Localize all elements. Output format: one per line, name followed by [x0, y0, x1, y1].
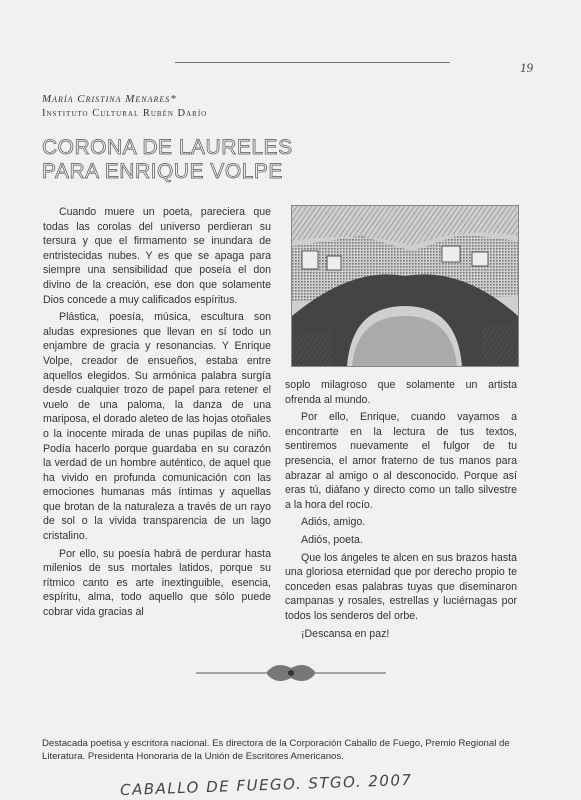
article-title — [42, 136, 293, 184]
author-institution: Instituto Cultural Rubén Darío — [42, 108, 208, 119]
title-line-1: CORONA DE LAURELES — [42, 136, 293, 159]
ornament-divider-icon — [196, 658, 386, 688]
paragraph: Plástica, poesía, música, escultura son aludas expresiones que llevan en sí todo un enjambre de gracia y resonancias. Y Enrique Volpe, creador de ensueños, estaba entre aquellos elegidos. Su armónica palabra surgía desde cualquier trozo de papel para retener el vuelo de una paloma, la danza de una mariposa, el dorado aleteo de las hojas otoñales o la inocente mirada de unas pupilas de niño. Podía hacerlo porque guardaba en su corazón la verdad de un hombre auténtico, de aquel que ha vivido en profunda comunicación con las emociones humanas más íntimas y aquellas que brotan de la naturaleza a través de un rayo de sol o la vivida transparencia de un lago cristalino. — [43, 311, 271, 543]
footnote: Destacada poetisa y escritora nacional. Es directora de la Corporación Caballo de Fuego, Premio Regional de Literatura. Presidenta Honoraria de la Unión de Escritores Americanos. — [42, 738, 510, 762]
paragraph: Cuando muere un poeta, pareciera que todas las corolas del universo perdieran su tersura y que el firmamento se inundara de entristecidas nubes. Y es que se apaga para siempre una sensibilidad que poseía el don divino de la creación, ese don que solamente Dios concede a muy calificados espíritus. — [43, 206, 271, 306]
title-line-2: PARA ENRIQUE VOLPE — [42, 160, 283, 183]
farewell-line: Adiós, poeta. — [301, 533, 363, 546]
farewell-line: Adiós, amigo. — [301, 516, 366, 529]
paragraph: soplo milagroso que solamente un artista ofrenda al mundo. — [285, 379, 517, 406]
left-column — [43, 205, 271, 620]
closing-line: ¡Descansa en paz! — [301, 627, 390, 640]
page-number: 19 — [520, 60, 533, 75]
top-rule — [175, 62, 450, 63]
right-column — [285, 378, 517, 641]
paragraph: Por ello, Enrique, cuando vayamos a encontrarte en la lectura de tus textos, sentiremos nuevamente el fulgor de tu presencia, el amor fraterno de tus manos para abrazar al amigo o al desconocido. Porque así eras tú, diáfano y directo como un tallo silvestre a la hora del rocío. — [285, 411, 517, 511]
author-name: María Cristina Menares* — [42, 93, 177, 105]
paragraph: Que los ángeles te alcen en sus brazos hasta una gloriosa eternidad que por derecho propio te conceden esas palabras tuyas que diseminaron campanas y rosales, estrellas y luciérnagas por todos los senderos del orbe. — [285, 551, 517, 622]
paragraph: Por ello, su poesía habrá de perdurar hasta milenios de sus mortales latidos, porque su rítmico canto es arte inextinguible, esencia, espíritu, alma, todo aquello que sólo puede cobrar vida gracias al — [43, 547, 271, 619]
handwritten-note: CABALLO DE FUEGO. STGO. 2007 — [119, 770, 413, 800]
article-artwork — [291, 205, 519, 367]
